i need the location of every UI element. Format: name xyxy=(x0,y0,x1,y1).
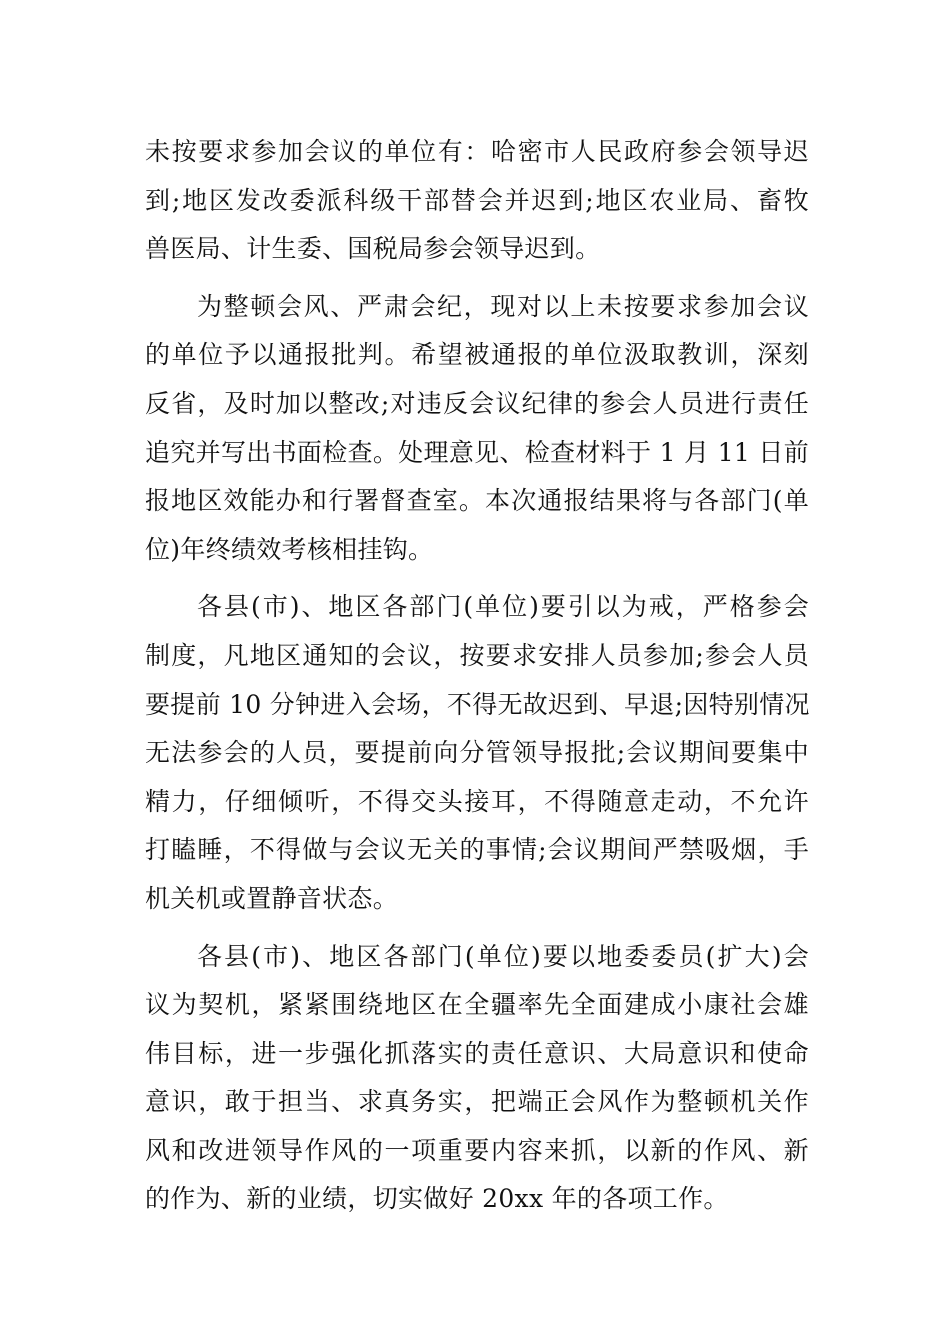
text-line: 为整顿会风、严肃会纪，现对以上未按要求参加会议 xyxy=(197,291,809,321)
text-line: 要提前 10 分钟进入会场，不得无故迟到、早退;因特别情况 xyxy=(145,689,810,719)
paragraph-4 xyxy=(145,933,809,1225)
text-line: 风和改进领导作风的一项重要内容来抓，以新的作风、新 xyxy=(145,1135,809,1165)
text-line: 无法参会的人员，要提前向分管领导报批;会议期间要集中 xyxy=(145,738,809,768)
text-line: 的作为、新的业绩，切实做好 20xx 年的各项工作。 xyxy=(145,1184,729,1214)
text-line: 到;地区发改委派科级干部替会并迟到;地区农业局、畜牧 xyxy=(145,185,809,215)
text-line: 未按要求参加会议的单位有：哈密市人民政府参会领导迟 xyxy=(145,137,809,166)
text-line: 兽医局、计生委、国税局参会领导迟到。 xyxy=(145,234,601,264)
text-line: 位)年终绩效考核相挂钩。 xyxy=(145,534,434,564)
text-line: 各县(市)、地区各部门(单位)要以地委委员(扩大)会 xyxy=(197,941,809,971)
paragraph-1 xyxy=(145,128,809,274)
text-line: 各县(市)、地区各部门(单位)要引以为戒，严格参会 xyxy=(197,592,809,622)
document-body xyxy=(145,128,809,1224)
text-line: 制度，凡地区通知的会议，按要求安排人员参加;参会人员 xyxy=(145,640,809,670)
text-line: 反省，及时加以整改;对违反会议纪律的参会人员进行责任 xyxy=(145,388,809,418)
paragraph-2 xyxy=(145,283,809,575)
text-line: 机关机或置静音状态。 xyxy=(145,883,399,913)
text-line: 精力，仔细倾听，不得交头接耳，不得随意走动，不允许 xyxy=(145,786,809,816)
text-line: 打瞌睡，不得做与会议无关的事情;会议期间严禁吸烟，手 xyxy=(145,835,809,865)
text-line: 的单位予以通报批判。希望被通报的单位汲取教训，深刻 xyxy=(145,340,809,370)
text-line: 追究并写出书面检查。处理意见、检查材料于 1 月 11 日前 xyxy=(145,437,809,467)
text-line: 意识，敢于担当、求真务实，把端正会风作为整顿机关作 xyxy=(145,1087,809,1117)
text-line: 议为契机，紧紧围绕地区在全疆率先全面建成小康社会雄 xyxy=(145,990,809,1020)
paragraph-3 xyxy=(145,583,809,923)
text-line: 伟目标，进一步强化抓落实的责任意识、大局意识和使命 xyxy=(145,1038,809,1068)
text-line: 报地区效能办和行署督查室。本次通报结果将与各部门(单 xyxy=(145,486,809,516)
